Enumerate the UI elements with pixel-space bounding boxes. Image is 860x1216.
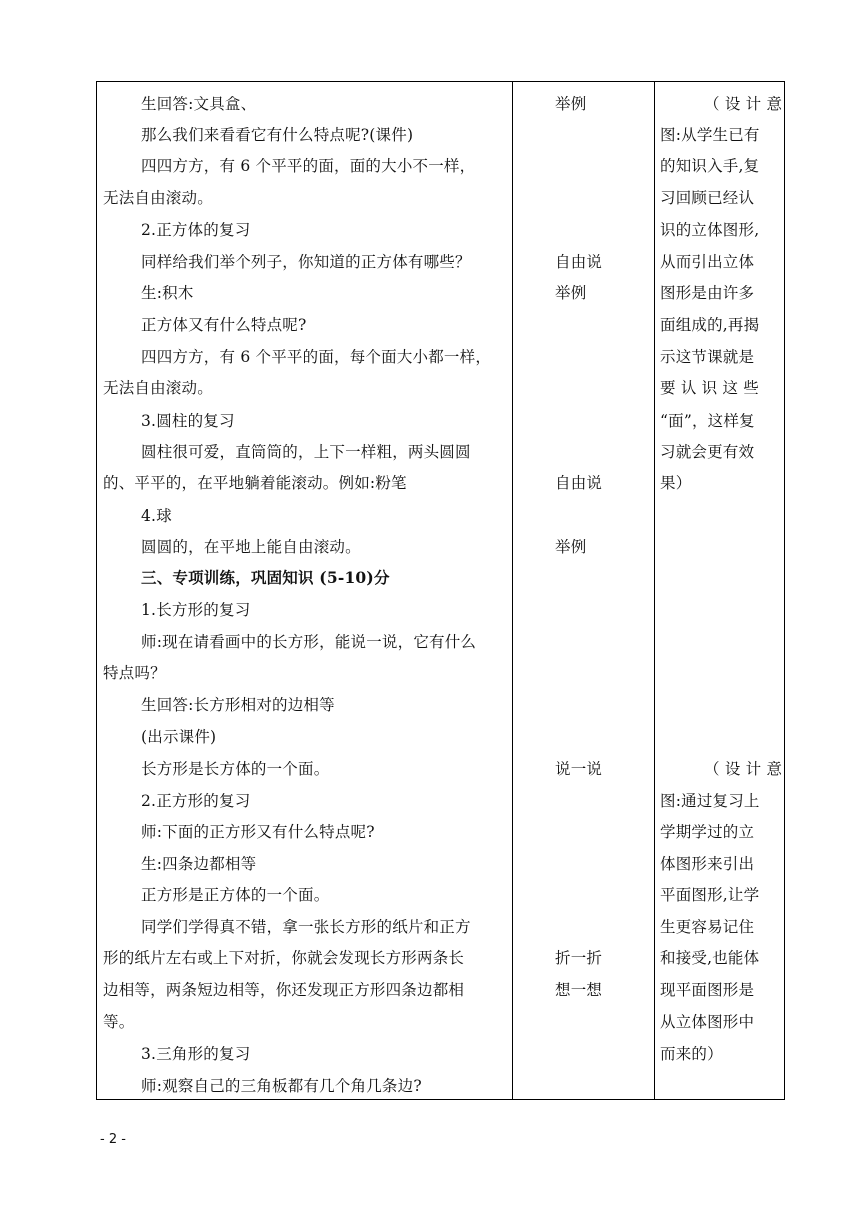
intent-text-line: 平面图形,让学 [660,886,760,904]
process-text-line: 生回答:文具盒、 [141,95,257,113]
activity-text-line: 自由说 [555,253,603,271]
intent-text-line: 要 认 识 这 些 [660,379,760,397]
process-text-line: 特点吗？ [103,664,166,682]
process-text-line: 等。 [103,1013,135,1031]
process-text-line: 那么我们来看看它有什么特点呢?(课件) [141,126,414,144]
process-text-line: 无法自由滚动。 [103,189,213,207]
intent-text-line: “面”，这样复 [660,412,755,430]
intent-text-line: 从立体图形中 [660,1013,755,1031]
intent-text-line: 从而引出立体 [660,253,755,271]
process-text-line: 生:四条边都相等 [141,855,257,873]
page-number: - 2 - [100,1132,126,1147]
column-divider-2 [654,82,655,1099]
process-text-line: 3.圆柱的复习 [141,412,235,430]
intent-text-line: 和接受,也能体 [660,949,760,967]
intent-text-line: 而来的） [660,1045,723,1063]
activity-text-line: 举例 [555,538,587,556]
process-text-line: 3.三角形的复习 [141,1045,251,1063]
intent-text-line: 识的立体图形, [660,221,760,239]
process-text-line: 边相等，两条短边相等，你还发现正方形四条边都相 [103,981,465,999]
lesson-table [96,81,785,1100]
activity-text-line: 说一说 [555,760,603,778]
process-text-line: 同样给我们举个列子，你知道的正方体有哪些？ [141,253,471,271]
process-text-line: 圆柱很可爱，直筒筒的，上下一样粗，两头圆圆 [141,443,471,461]
process-text-line: 四四方方，有 6 个平平的面，面的大小不一样， [141,157,476,175]
process-text-line: 生:积木 [141,284,194,302]
column-divider-1 [512,82,513,1099]
intent-text-line: （ 设 计 意 [704,760,783,778]
process-text-line: 2.正方体的复习 [141,221,251,239]
intent-text-line: 图:通过复习上 [660,792,760,810]
process-text-line: 无法自由滚动。 [103,379,213,397]
activity-text-line: 举例 [555,95,587,113]
activity-text-line: 自由说 [555,474,603,492]
process-text-line: 4.球 [141,507,172,525]
intent-text-line: 示这节课就是 [660,348,755,366]
process-text-line: 正方形是正方体的一个面。 [141,886,330,904]
process-text-line: 师:观察自己的三角板都有几个角几条边? [141,1077,422,1095]
intent-text-line: 体图形来引出 [660,855,755,873]
process-text-line: 形的纸片左右或上下对折，你就会发现长方形两条长 [103,949,465,967]
intent-text-line: 学期学过的立 [660,823,755,841]
intent-text-line: 图:从学生已有 [660,126,760,144]
intent-text-line: 图形是由许多 [660,284,755,302]
process-text-line: 三、专项训练，巩固知识 (5-10)分 [141,568,390,587]
process-text-line: 生回答:长方形相对的边相等 [141,696,335,714]
process-text-line: 师:下面的正方形又有什么特点呢? [141,823,375,841]
process-text-line: 正方体又有什么特点呢? [141,316,307,334]
process-text-line: 2.正方形的复习 [141,792,251,810]
intent-text-line: 面组成的,再揭 [660,316,760,334]
activity-text-line: 折一折 [555,949,603,967]
process-text-line: 同学们学得真不错，拿一张长方形的纸片和正方 [141,918,471,936]
intent-text-line: 生更容易记住 [660,918,755,936]
activity-text-line: 想一想 [555,981,603,999]
process-text-line: (出示课件) [141,728,217,746]
process-text-line: 的、平平的，在平地躺着能滚动。例如:粉笔 [103,474,407,492]
intent-text-line: 现平面图形是 [660,981,755,999]
process-text-line: 师:现在请看画中的长方形，能说一说，它有什么 [141,633,477,651]
process-text-line: 1.长方形的复习 [141,601,251,619]
process-text-line: 长方形是长方体的一个面。 [141,760,330,778]
process-text-line: 圆圆的，在平地上能自由滚动。 [141,538,361,556]
intent-text-line: 果） [660,474,692,492]
intent-text-line: 习回顾已经认 [660,189,755,207]
intent-text-line: （ 设 计 意 [704,95,783,113]
intent-text-line: 的知识入手,复 [660,157,760,175]
activity-text-line: 举例 [555,284,587,302]
intent-text-line: 习就会更有效 [660,443,755,461]
process-text-line: 四四方方，有 6 个平平的面，每个面大小都一样， [141,348,492,366]
